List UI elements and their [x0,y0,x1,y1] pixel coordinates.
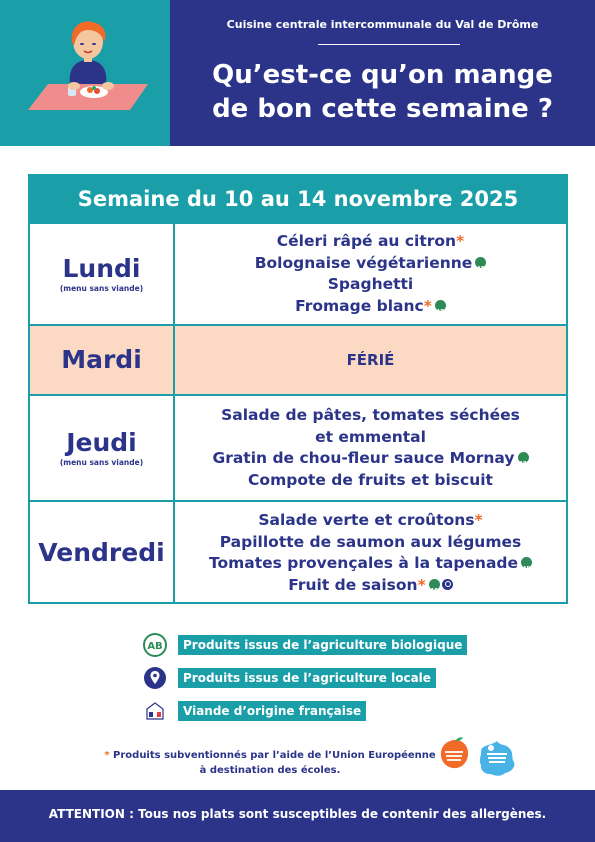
dish-item: Fromage blanc*AB [295,296,446,318]
weekly-menu-table [28,174,568,604]
footnote-star: * [104,750,110,761]
child-eating-illustration [18,12,158,122]
svg-text:AB: AB [147,641,163,652]
day-note: (menu sans viande) [59,458,144,467]
dish-item: et emmental [315,427,426,446]
menu-row-mardi [30,324,566,394]
menu-row-lundi [30,222,566,324]
day-cell [30,326,175,394]
day-name: Jeudi [66,428,137,457]
legend-label: Produits issus de l’agriculture locale [178,668,436,688]
organic-ab-icon [521,557,532,568]
organic-ab-icon [142,632,168,658]
week-title: Semaine du 10 au 14 novembre 2025 [30,176,566,222]
dishes-cell [175,326,566,394]
header [0,0,595,146]
organization-name: Cuisine centrale intercommunale du Val de Drôme [226,18,539,31]
dish-item: Salade de pâtes, tomates séchées [221,406,520,424]
dish-item: Spaghetti [327,275,414,293]
organic-ab-icon [518,452,529,463]
day-name: Vendredi [38,538,165,567]
day-cell [30,502,175,604]
eu-subsidy-star: * [417,575,426,594]
eu-subsidy-star: * [456,232,465,250]
holiday-label: FÉRIÉ [346,351,395,369]
legend-item-french-meat [142,700,366,722]
day-note: (menu sans viande) [59,284,144,293]
dish-item: Fruit de saison*AB [288,575,452,597]
dish-item: Compote de fruits et biscuit [248,470,493,489]
fruits-vegetables-school-logo [436,736,472,772]
day-name: Lundi [62,254,141,283]
dish-item: Salade verte et croûtons* [258,511,483,529]
day-cell [30,224,175,324]
dish-item: Céleri râpé au citron* [276,232,465,250]
eu-subsidy-star: * [474,511,483,529]
dishes-cell [175,502,566,604]
footnote-line-1: Produits subventionnés par l’aide de l’Union Européenne [109,750,436,761]
allergen-warning-footer: ATTENTION : Tous nos plats sont susceptibles de contenir des allergènes. [0,790,595,842]
organic-ab-icon [429,579,440,590]
headline-line-2: de bon cette semaine ? [212,94,553,124]
organic-ab-icon [475,257,486,268]
day-name: Mardi [61,345,142,374]
location-pin-icon [142,665,168,691]
legend-item-local [142,667,436,689]
legend-label: Produits issus de l’agriculture biologique [178,635,467,655]
page-title [170,58,595,126]
legend-item-organic [142,634,467,656]
eu-subsidy-star: * [423,296,432,315]
dish-item: Tomates provençales à la tapenadeAB [209,553,532,575]
legend-label: Viande d’origine française [178,701,366,721]
dishes-cell [175,224,566,324]
menu-row-jeudi [30,394,566,500]
organic-ab-icon [435,300,446,311]
dish-item: Bolognaise végétarienneAB [255,253,487,275]
footnote-line-2: à destination des écoles. [199,765,341,776]
header-divider [318,44,460,45]
eu-footnote [70,748,470,778]
local-pin-icon [442,579,453,590]
dish-item: Gratin de chou-fleur sauce MornayAB [212,448,528,470]
french-meat-icon [142,698,168,724]
headline-line-1: Qu’est-ce qu’on mange [212,60,553,90]
dishes-cell [175,396,566,500]
day-cell [30,396,175,500]
milk-dairy-school-logo [476,738,518,780]
menu-row-vendredi [30,500,566,604]
dish-item: Papillotte de saumon aux légumes [219,532,522,551]
